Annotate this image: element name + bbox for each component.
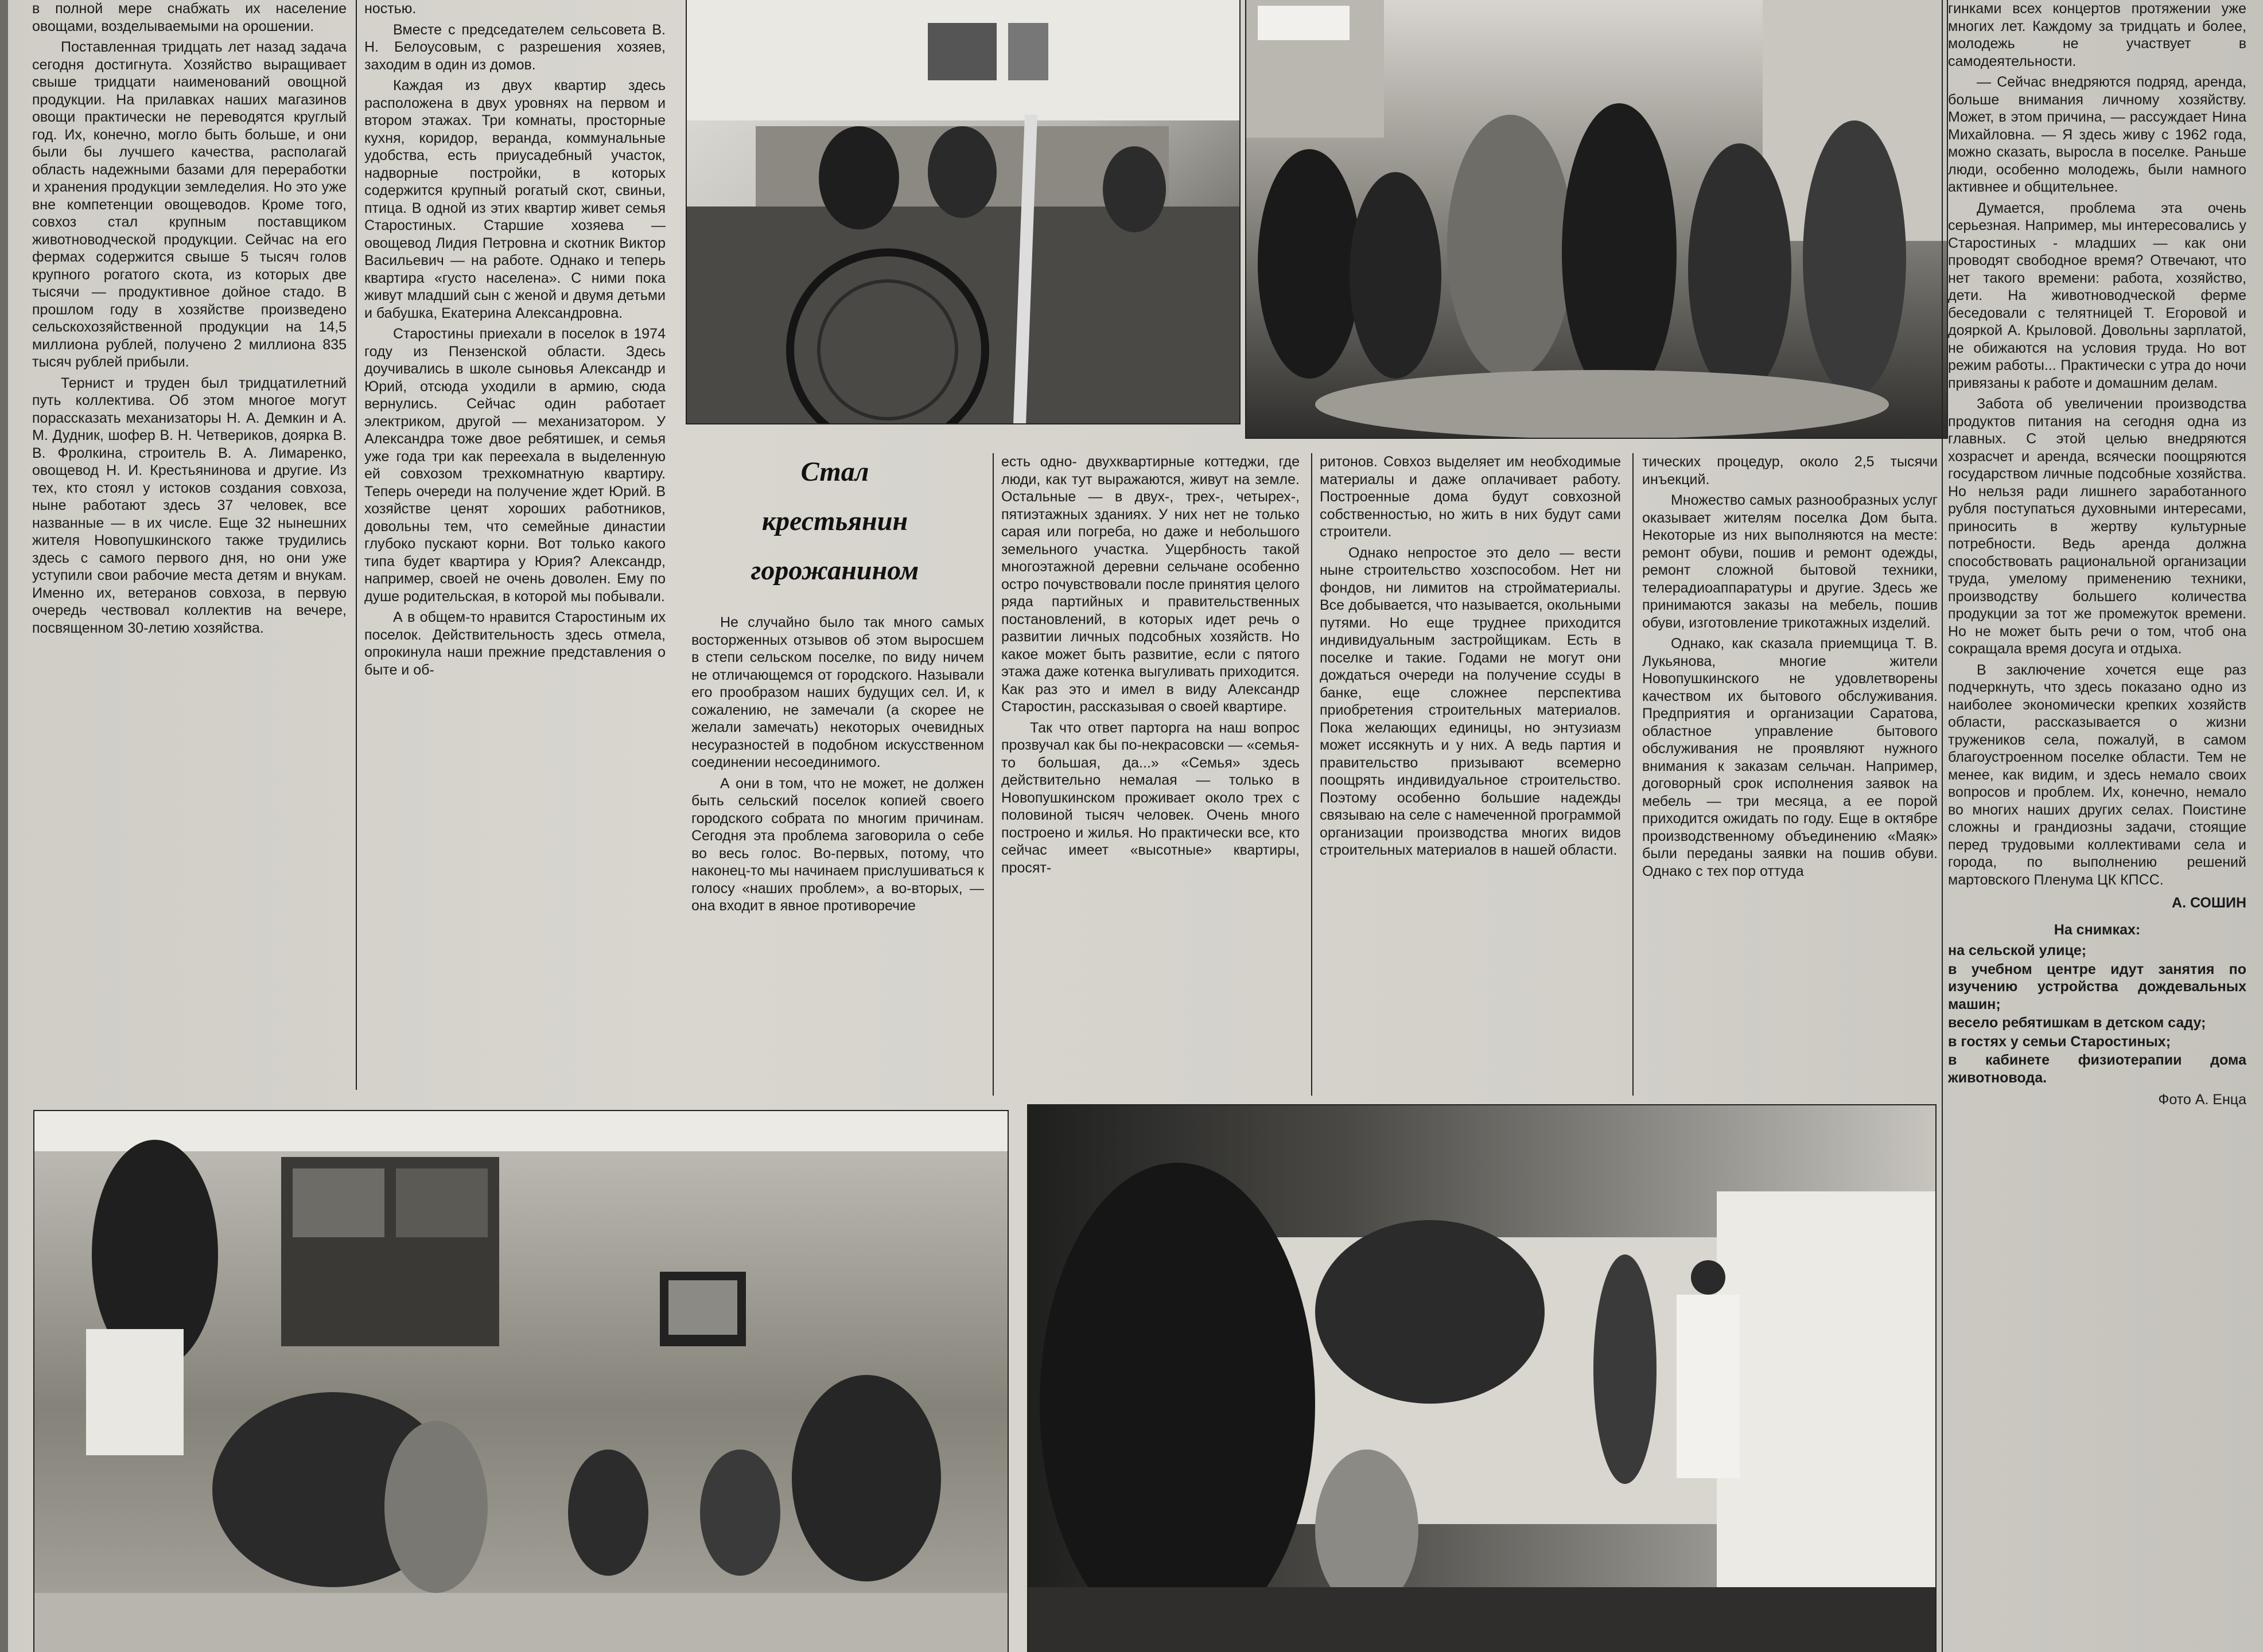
paragraph: Думается, проблема эта очень серьезная. Например, мы интересовались у Старостиных - младших — как они проводят свободное время? Отвечают, что нет такого времени: работа, хозяйство, дети. На животноводческой ферме беседовали с телятницей Т. Егоровой и дояркой А. Крыловой. Довольны зарплатой, не обижаются на условия труда. Но вот режим работы... Практически с утра до ночи привязаны к работе и домашним делам. [1948, 200, 2246, 391]
column-rule [993, 453, 994, 1096]
paragraph: в полной мере снабжать их население овощами, возделываемыми на орошении. [32, 1, 347, 34]
article-column-3 [691, 614, 984, 1107]
photo-village-street [1245, 0, 1948, 439]
article-column-5 [1320, 453, 1621, 1096]
photo-caption: на сельской улице; [1948, 942, 2087, 959]
paragraph: Однако непростое это дело — вести ныне строительство хозспособом. Нет ни фондов, ни лимитов на стройматериалы. Все добывается, что называется, окольными путями. Но еще труднее приходится индивидуальным застройщикам. Есть в поселке и такие. Годами не могут они дождаться очереди на получение ссуды в банке, еще сложнее перспектива приобретения строительных материалов. Пока желающих единицы, но энтузиазм может иссякнуть и у них. А ведь партия и правительство призывают всемерно поощрять индивидуальное строительство. Поэтому особенно большие надежды связываю на селе с намеченной программой организации производства многих видов строительных материалов в нашей области. [1320, 544, 1621, 858]
column-rule [1942, 0, 1943, 1652]
photo-caption: в кабинете физиотерапии дома животновода. [1948, 1052, 2246, 1086]
paragraph: Поставленная тридцать лет назад задача сегодня достигнута. Хозяйство выращивает свыше тридцати наименований овощной продукции. На прилавках наших магазинов овощи практически не переводятся круглый год. Их, конечно, могло быть больше, и они были бы лучшего качества, располагай область надежными базами для переработки и хранения продукции земледелия. Но это уже вне компетенции овощеводов. Кроме того, совхоз стал крупным поставщиком животноводческой продукции. Сейчас на его фермах содержится свыше 5 тысяч голов крупного рогатого скота, из которых две тысячи — продуктивное дойное стадо. В прошлом году в хозяйстве произведено сельскохозяйственной продукции на 14,5 миллиона рублей, получено 2 миллиона 835 тысяч рублей прибыли. [32, 39, 347, 370]
paragraph: тических процедур, около 2,5 тысячи инъекций. [1642, 454, 1938, 488]
headline-line: крестьянин [761, 506, 908, 536]
photo-captions-title: На снимках: [2054, 921, 2141, 938]
article-column-1 [32, 0, 347, 1067]
article-column-4 [1001, 453, 1300, 1096]
paragraph: Забота об увеличении производства продуктов питания на сегодня одна из главных. С этой целью внедряются хозрасчет и аренда, всячески поощряются государством личные подсобные хозяйства. Но нельзя ради лишнего заработанного рубля поступаться духовными интересами, приносить в жертву культурные потребности. Ведь аренда должна способствовать рациональной организации труда, умелому применению техники, производству большего количества продукции за тот же промежуток времени. Но не может быть речи о том, чтоб она сокращала время досуга и отдыха. [1948, 396, 2246, 657]
paragraph: А в общем-то нравится Старостиным их поселок. Действительность здесь отмела, опрокинула наши прежние представления о быте и об- [364, 609, 666, 678]
column-rule [1632, 453, 1634, 1096]
paragraph: — Сейчас внедряются подряд, аренда, больше внимания личному хозяйству. Может, в этом причина, — рассуждает Нина Михайловна. — Я здесь живу с 1962 года, можно сказать, выросла в поселке. Раньше люди, особенно молодежь, были намного активнее и общительнее. [1948, 74, 2246, 195]
photo-caption: в гостях у семьи Старостиных; [1948, 1033, 2171, 1050]
headline-line: Стал [800, 457, 869, 487]
paragraph: ритонов. Совхоз выделяет им необходимые материалы и даже оплачивает работу. Построенные дома будут совхозной собственностью, но жить в них будут сами строители. [1320, 454, 1621, 540]
column-rule [356, 0, 357, 1090]
article-column-6 [1642, 453, 1938, 1096]
paragraph: Однако, как сказала приемщица Т. В. Лукьянова, многие жители Новопушкинского не удовлетворены качеством их бытового обслуживания. Предприятия и организации Саратова, областное управление бытового обслуживания не проявляют нужного внимания к заказам сельчан. Например, договорный срок исполнения заявок на мебель — три месяца, а ее порой приходится ожидать по году. Еще в октябре производственному объединению «Маяк» были переданы заявки на пошив обуви. Однако с тех пор оттуда [1642, 636, 1938, 879]
article-column-2 [364, 0, 666, 1067]
paragraph: Тернист и труден был тридцатилетний путь коллектива. Об этом многое могут порассказать механизаторы Н. А. Демкин и А. М. Дудник, шофер В. Н. Четвериков, доярка В. В. Фролкина, строитель В. А. Лимаренко, овощевод Н. И. Крестьянинова и другие. Из тех, кто стоял у истоков создания совхоза, ныне работают здесь 37 человек, все названные — в их числе. Еще 32 нынешних жителя Новопушкинского также трудились здесь с самого первого дня, но они уже уступили свои рабочие места детям и внукам. Именно их, ветеранов совхоза, в первую очередь чествовал коллектив на вечере, посвященном 30-летию хозяйства. [32, 375, 347, 636]
article-headline [686, 447, 984, 620]
paragraph: А они в том, что не может, не должен быть сельский поселок копией своего городского собрата по многим причинам. Сегодня эта проблема заговорила о себе во весь голос. Во-первых, потому, что наконец-то мы начинаем прислушиваться к голосу «наших проблем», а во-вторых, — она входит в явное противоречие [691, 775, 984, 914]
paragraph: ностью. [364, 1, 417, 17]
paragraph: Так что ответ парторга на наш вопрос прозвучал как бы по-некрасовски — «семья-то большая, да...» «Семья» здесь действительно немалая — только в Новопушкинском проживает около трех с половиной тысяч человек. Очень много построено и жилья. Но практически все, кто сейчас имеет «высотные» квартиры, просят- [1001, 719, 1300, 876]
photo-credit: Фото А. Енца [2158, 1092, 2246, 1108]
paragraph: В заключение хочется еще раз подчеркнуть, что здесь показано одно из наиболее экономически крепких хозяйств области, рассказывается о жизни тружеников села, пожалуй, в самом благоустроенном поселке области. Тем не менее, как видим, и здесь немало своих вопросов и проблем. Их, конечно, немало во многих наших других селах. Поистине сложны и грандиозны задачи, стоящие перед трудовыми коллективами села и города, по выполнению решений мартовского Пленума ЦК КПСС. [1948, 661, 2246, 888]
paragraph: Вместе с председателем сельсовета В. Н. Белоусовым, с разрешения хозяев, заходим в один из домов. [364, 21, 666, 73]
paragraph: Старостины приехали в поселок в 1974 году из Пензенской области. Здесь доучивались в школе сыновья Александр и Юрий, отсюда уходили в армию, сюда вернулись. Сейчас один работает электриком, другой — механизатором. У Александра тоже двое ребятишек, и семья уже года три как переехала в выделенную ей совхозом трехкомнатную квартиру. Теперь очереди на получение ждет Юрий. В хозяйстве ценят хороших работников, довольны тем, что семейные династии глубоко пускают корни. Вот только какого типа будет квартира у Юрия? Александр, например, своей не очень доволен. Ему по душе родительская, в которой мы побывали. [364, 326, 666, 605]
article-column-7 [1948, 0, 2246, 1652]
paragraph: Множество самых разнообразных услуг оказывает жителям поселка Дом быта. Некоторые из них выполняются на месте: ремонт обуви, пошив и ремонт одежды, ремонт сложной бытовой техники, телерадиоаппаратуры и другие. Здесь же принимаются заказы на мебель, пошив обуви, изготовление трикотажных изделий. [1642, 492, 1938, 631]
column-rule [1311, 453, 1312, 1096]
photo-training-center [686, 0, 1241, 424]
photo-physiotherapy-room [1027, 1104, 1937, 1652]
photo-caption: весело ребятишкам в детском саду; [1948, 1015, 2206, 1031]
headline-line: горожанином [751, 555, 919, 586]
photo-caption: в учебном центре идут занятия по изучению устройства дождевальных машин; [1948, 961, 2246, 1012]
paragraph: Каждая из двух квартир здесь расположена в двух уровнях на первом и втором этажах. Три комнаты, просторные кухня, коридор, веранда, коммунальные удобства, есть приусадебный участок, надворные постройки, в которых содержится крупный рогатый скот, свиньи, птица. В одной из этих квартир живет семья Старостиных. Старшие хозяева — овощевод Лидия Петровна и скотник Виктор Васильевич — на работе. Однако и теперь квартира «густо населена». С ними пока живут младший сын с женой и двумя детьми и бабушка, Екатерина Александровна. [364, 77, 666, 321]
paragraph: гинками всех концертов протяжении уже многих лет. Каждому за тридцать и более, молодежь не участвует в самодеятельности. [1948, 1, 2246, 69]
paragraph: Не случайно было так много самых восторженных отзывов об этом выросшем в степи сельском поселке, по виду ничем не отличающемся от городского. Называли его прообразом наших будущих сел. И, к сожалению, не замечали (а скорее не желали замечать) некоторых очевидных несуразностей в подобном искусственном соединении несоединимого. [691, 614, 984, 770]
photo-family-living-room [33, 1110, 1009, 1652]
left-page-edge [0, 0, 8, 1652]
author-signature: А. СОШИН [2172, 895, 2246, 911]
paragraph: есть одно- двухквартирные коттеджи, где люди, как тут выражаются, живут на земле. Остальные — в двух-, трех-, четырех-, пятиэтажных зданиях. У них нет не только сарая или погреба, но даже и небольшого земельного участка. Ущербность такой многоэтажной деревни сельчане особенно остро почувствовали после принятия целого ряда партийных и правительственных постановлений, в которых идет речь о развитии личных подсобных хозяйств. Но какое может быть развитие, если с пятого этажа даже котенка выгуливать приходится. Как раз это и имел в виду Александр Старостин, рассказывая о своей квартире. [1001, 454, 1300, 715]
